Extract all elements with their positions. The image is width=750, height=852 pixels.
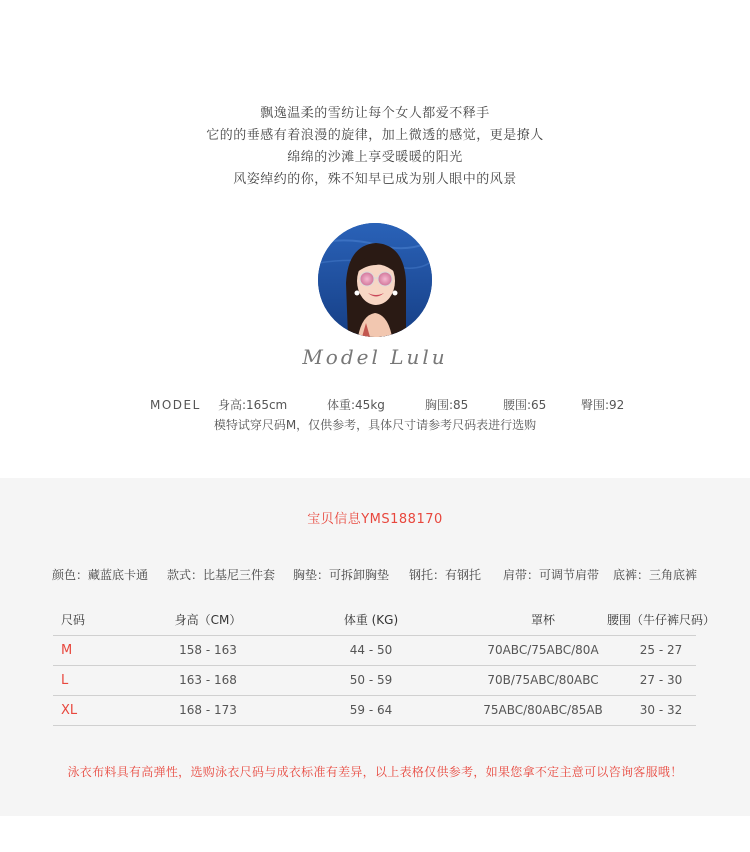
size-name: XL xyxy=(61,703,78,718)
table-row xyxy=(53,636,696,666)
size-waist: 30 - 32 xyxy=(639,703,683,717)
size-height: 163 - 168 xyxy=(179,673,237,687)
intro-line: 飘逸温柔的雪纺让每个女人都爱不释手 xyxy=(260,106,490,121)
intro-text xyxy=(0,103,750,191)
attr-strap: 肩带：可调节肩带 xyxy=(503,568,600,582)
attr-pad: 胸垫：可拆卸胸垫 xyxy=(293,568,390,582)
product-title: 宝贝信息YMS188170 xyxy=(307,512,443,527)
size-height: 158 - 163 xyxy=(179,643,237,657)
header-cup: 罩杯 xyxy=(530,613,555,627)
size-cup: 70ABC/75ABC/80A xyxy=(487,643,599,657)
model-height: 身高:165cm xyxy=(218,398,288,412)
size-cup: 70B/75ABC/80ABC xyxy=(487,673,599,687)
size-disclaimer: 泳衣布料具有高弹性，选购泳衣尺码与成衣标准有差异，以上表格仅供参考，如果您拿不定主意可以咨询客服哦！ xyxy=(67,765,683,779)
model-weight: 体重:45kg xyxy=(327,398,385,412)
model-signature: Model Lulu xyxy=(302,345,448,369)
attr-underwire: 钢托：有钢托 xyxy=(409,568,482,582)
header-weight: 体重 (KG) xyxy=(343,613,399,627)
size-table xyxy=(53,606,715,726)
intro-line: 它的的垂感有着浪漫的旋律，加上微透的感觉，更是撩人 xyxy=(206,128,544,143)
model-hip: 臀围:92 xyxy=(581,398,625,412)
intro-line: 风姿绰约的你，殊不知早已成为别人眼中的风景 xyxy=(233,172,517,187)
attr-bottom: 底裤：三角底裤 xyxy=(613,568,698,582)
size-weight: 44 - 50 xyxy=(349,643,393,657)
table-header-row xyxy=(53,606,715,636)
product-attributes xyxy=(0,566,750,584)
size-height: 168 - 173 xyxy=(179,703,237,717)
size-cup: 75ABC/80ABC/85AB xyxy=(483,703,603,717)
model-bust: 胸围:85 xyxy=(425,398,469,412)
header-waist: 腰围（牛仔裤尺码） xyxy=(606,613,715,627)
table-row xyxy=(53,666,696,696)
size-name: M xyxy=(61,643,73,658)
model-label: MODEL xyxy=(150,398,201,412)
size-weight: 50 - 59 xyxy=(349,673,393,687)
header-size: 尺码 xyxy=(61,613,86,627)
attr-style: 款式：比基尼三件套 xyxy=(167,568,276,582)
intro-line: 绵绵的沙滩上享受暖暖的阳光 xyxy=(287,150,463,165)
attr-color: 颜色：藏蓝底卡通 xyxy=(52,568,149,582)
table-row xyxy=(53,696,696,726)
model-waist: 腰围:65 xyxy=(503,398,547,412)
model-size-note: 模特试穿尺码M，仅供参考，具体尺寸请参考尺码表进行选购 xyxy=(213,418,537,432)
model-portrait-icon xyxy=(318,223,432,337)
model-measurements xyxy=(0,396,750,414)
header-height: 身高（CM） xyxy=(174,613,242,627)
size-waist: 25 - 27 xyxy=(639,643,683,657)
product-info-section xyxy=(0,478,750,816)
model-avatar xyxy=(318,223,432,337)
size-name: L xyxy=(61,673,69,688)
size-waist: 27 - 30 xyxy=(639,673,683,687)
size-weight: 59 - 64 xyxy=(349,703,393,717)
